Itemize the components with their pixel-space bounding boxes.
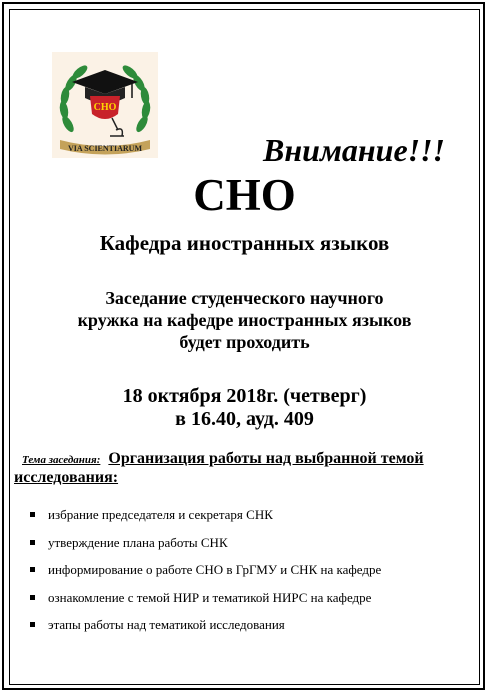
meeting-time-room: в 16.40, ауд. 409 [175,408,314,430]
meeting-schedule [0,385,489,431]
meeting-topic [14,450,469,487]
sno-logo [52,52,158,158]
agenda-item-text: этапы работы над тематикой исследования [48,617,285,632]
org-title: СНО [193,170,296,220]
announcement [20,287,469,353]
meeting-date: 18 октября 2018г. (четверг) [122,385,367,407]
agenda-list [30,507,381,645]
department-title: Кафедра иностранных языков [99,231,390,255]
agenda-item [30,562,381,590]
agenda-item [30,507,381,535]
attention-heading: Внимание!!! [263,132,445,168]
bullet-icon [30,595,35,600]
agenda-item [30,617,381,645]
bullet-icon [30,567,35,572]
bullet-icon [30,622,35,627]
agenda-item [30,535,381,563]
topic-text: Организация работы над выбранной темой исследования: [14,450,424,486]
agenda-item-text: ознакомление с темой НИР и тематикой НИРС на кафедре [48,589,372,605]
topic-label: Тема заседания: [22,454,101,466]
logo-motto: VIA SCIENTIARUM [67,144,143,153]
agenda-item [30,590,381,618]
agenda-item-text: информирование о работе СНО в ГрГМУ и СНК на кафедре [48,562,382,577]
logo-emblem-text: СНО [93,102,117,113]
bullet-icon [30,512,35,517]
announcement-line: Заседание студенческого научного [105,288,384,308]
agenda-item-text: утверждение плана работы СНК [48,534,228,550]
bullet-icon [30,540,35,545]
announcement-line: будет проходить [179,332,310,352]
agenda-item-text: избрание председателя и секретаря СНК [48,507,273,522]
announcement-line: кружка на кафедре иностранных языков [77,310,412,330]
